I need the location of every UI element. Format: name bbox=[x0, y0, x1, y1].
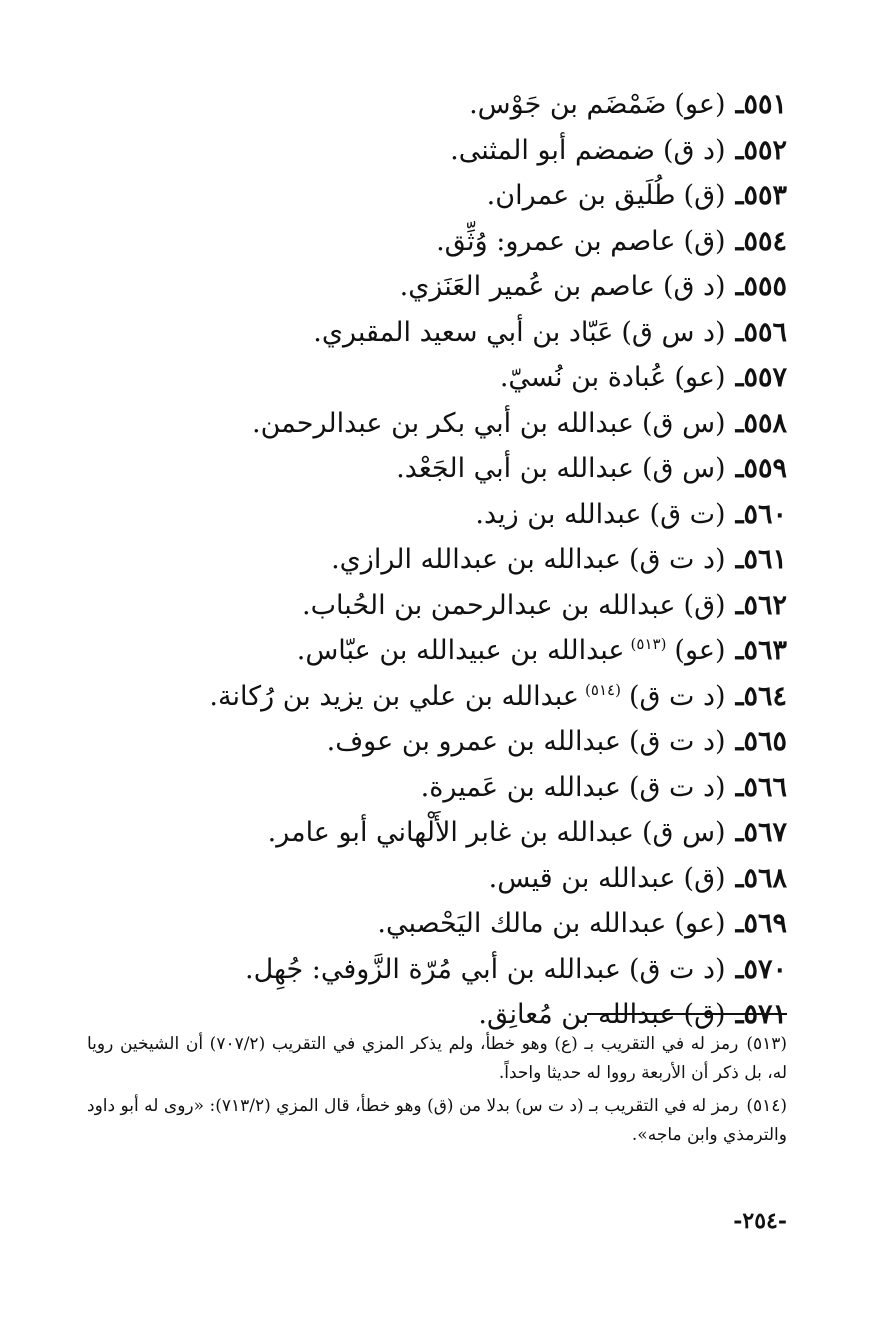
entry-name: عبدالله بن عبدالله الرازي. bbox=[331, 544, 621, 575]
narrator-entry bbox=[107, 173, 787, 219]
entry-number: ٥٦٩ـ bbox=[735, 908, 787, 939]
entry-number: ٥٦٥ـ bbox=[735, 726, 787, 757]
footnote-text: رمز له في التقريب بـ (ع) وهو خطأ، ولم يذكر المزي في التقريب (٧٠٧/٢) أن الشيخين رويا له، بل ذكر أن الأربعة رووا له حديثا واحداً. bbox=[87, 1034, 787, 1083]
entry-symbols: (عو) bbox=[674, 635, 726, 666]
entry-number: ٥٦٦ـ bbox=[735, 771, 787, 803]
narrator-list bbox=[107, 82, 787, 1038]
entry-name: عبدالله بن أبي الجَعْد. bbox=[396, 453, 634, 484]
entry-name: ضمضم أبو المثنى. bbox=[450, 134, 655, 166]
footnotes bbox=[87, 1030, 787, 1154]
entry-symbols: (عو) bbox=[674, 89, 726, 120]
entry-symbols: (د ت ق) bbox=[628, 771, 726, 803]
entry-symbols: (ق) bbox=[683, 862, 726, 894]
narrator-entry bbox=[107, 674, 787, 720]
narrator-entry bbox=[107, 401, 787, 447]
narrator-entry bbox=[107, 492, 787, 538]
entry-symbols: (د ت ق) bbox=[628, 953, 726, 985]
entry-symbols: (ق) bbox=[683, 225, 726, 257]
entry-number: ٥٦٣ـ bbox=[735, 635, 787, 666]
narrator-entry bbox=[107, 446, 787, 492]
entry-number: ٥٥٢ـ bbox=[735, 134, 787, 166]
entry-symbols: (ق) bbox=[683, 180, 726, 211]
page-number: -٢٥٤- bbox=[733, 1208, 787, 1234]
entry-number: ٥٦٢ـ bbox=[735, 589, 787, 621]
entry-name: عبدالله بن عَميرة. bbox=[420, 771, 621, 803]
narrator-entry bbox=[107, 765, 787, 811]
narrator-entry bbox=[107, 901, 787, 947]
entry-number: ٥٧٠ـ bbox=[735, 953, 787, 985]
entry-symbols: (د س ق) bbox=[621, 316, 726, 348]
entry-name: عبدالله بن زيد. bbox=[475, 498, 642, 530]
entry-name: عبدالله بن مالك اليَحْصبي. bbox=[377, 908, 667, 939]
entry-name: عبدالله بن غابر الأَلْهاني أبو عامر. bbox=[267, 817, 634, 848]
entry-name: عُبادة بن نُسيّ. bbox=[499, 362, 667, 393]
entry-number: ٥٥٤ـ bbox=[735, 225, 787, 257]
entry-name: عبدالله بن عبيدالله بن عبّاس. bbox=[296, 635, 625, 666]
entry-name: عاصم بن عُمير العَنَزي. bbox=[399, 271, 655, 302]
entry-number: ٥٦٧ـ bbox=[735, 817, 787, 848]
entry-number: ٥٥١ـ bbox=[735, 89, 787, 120]
footnote bbox=[87, 1030, 787, 1088]
entry-number: ٥٥٧ـ bbox=[735, 362, 787, 393]
narrator-entry bbox=[107, 219, 787, 265]
entry-number: ٥٦٠ـ bbox=[735, 498, 787, 530]
footnote-reference[interactable]: (٥١٤) bbox=[585, 680, 621, 699]
entry-number: ٥٥٣ـ bbox=[735, 180, 787, 211]
entry-name: عبدالله بن أبي بكر بن عبدالرحمن. bbox=[252, 407, 634, 439]
entry-symbols: (س ق) bbox=[642, 407, 726, 439]
entry-name: عبدالله بن علي بن يزيد بن رُكانة. bbox=[209, 680, 580, 712]
narrator-entry bbox=[107, 628, 787, 674]
narrator-entry bbox=[107, 128, 787, 174]
entry-number: ٥٦٨ـ bbox=[735, 862, 787, 894]
entry-symbols: (د ت ق) bbox=[628, 544, 726, 575]
entry-name: عبدالله بن قيس. bbox=[488, 862, 676, 894]
entry-name: عَبّاد بن أبي سعيد المقبري. bbox=[313, 316, 614, 348]
narrator-entry bbox=[107, 264, 787, 310]
entry-symbols: (ت ق) bbox=[649, 498, 726, 530]
entry-symbols: (د ق) bbox=[662, 134, 726, 166]
entry-symbols: (ق) bbox=[683, 589, 726, 621]
entry-symbols: (د ت ق) bbox=[628, 680, 726, 712]
footnote-separator bbox=[587, 1013, 787, 1015]
entry-number: ٥٦٤ـ bbox=[735, 680, 787, 712]
entry-number: ٥٥٥ـ bbox=[735, 271, 787, 302]
footnote-number: (٥١٣) bbox=[746, 1034, 788, 1054]
entry-symbols: (س ق) bbox=[642, 453, 726, 484]
entry-name: عاصم بن عمرو: وُثِّق. bbox=[436, 225, 676, 257]
narrator-entry bbox=[107, 856, 787, 902]
narrator-entry bbox=[107, 583, 787, 629]
entry-symbols: (د ت ق) bbox=[628, 726, 726, 757]
footnote-number: (٥١٤) bbox=[746, 1096, 787, 1116]
entry-number: ٥٥٩ـ bbox=[735, 453, 787, 484]
narrator-entry bbox=[107, 537, 787, 583]
entry-symbols: (د ق) bbox=[662, 271, 726, 302]
entry-number: ٥٧١ـ bbox=[735, 999, 787, 1030]
footnote bbox=[87, 1092, 787, 1150]
entry-symbols: (س ق) bbox=[642, 817, 726, 848]
narrator-entry bbox=[107, 947, 787, 993]
entry-symbols: (عو) bbox=[674, 362, 726, 393]
narrator-entry bbox=[107, 310, 787, 356]
entry-number: ٥٥٨ـ bbox=[735, 407, 787, 439]
entry-name: طُلَيق بن عمران. bbox=[486, 180, 676, 211]
entry-name: عبدالله بن مُعانِق. bbox=[478, 999, 676, 1030]
entry-symbols: (ق) bbox=[683, 999, 726, 1030]
narrator-entry bbox=[107, 719, 787, 765]
narrator-entry bbox=[107, 355, 787, 401]
entry-number: ٥٥٦ـ bbox=[735, 316, 787, 348]
footnote-reference[interactable]: (٥١٣) bbox=[630, 635, 667, 653]
narrator-entry bbox=[107, 810, 787, 856]
entry-symbols: (عو) bbox=[674, 908, 726, 939]
entry-name: ضَمْضَم بن جَوْس. bbox=[469, 89, 667, 120]
narrator-entry bbox=[107, 82, 787, 128]
entry-number: ٥٦١ـ bbox=[735, 544, 787, 575]
entry-name: عبدالله بن أبي مُرّة الزَّوفي: جُهِل. bbox=[245, 953, 621, 985]
entry-name: عبدالله بن عبدالرحمن بن الحُباب. bbox=[302, 589, 676, 621]
footnote-text: رمز له في التقريب بـ (د ت س) بدلا من (ق) وهو خطأ، قال المزي (٧١٣/٢): «روى له أبو داود والترمذي وابن ماجه». bbox=[87, 1096, 787, 1145]
entry-name: عبدالله بن عمرو بن عوف. bbox=[326, 726, 621, 757]
